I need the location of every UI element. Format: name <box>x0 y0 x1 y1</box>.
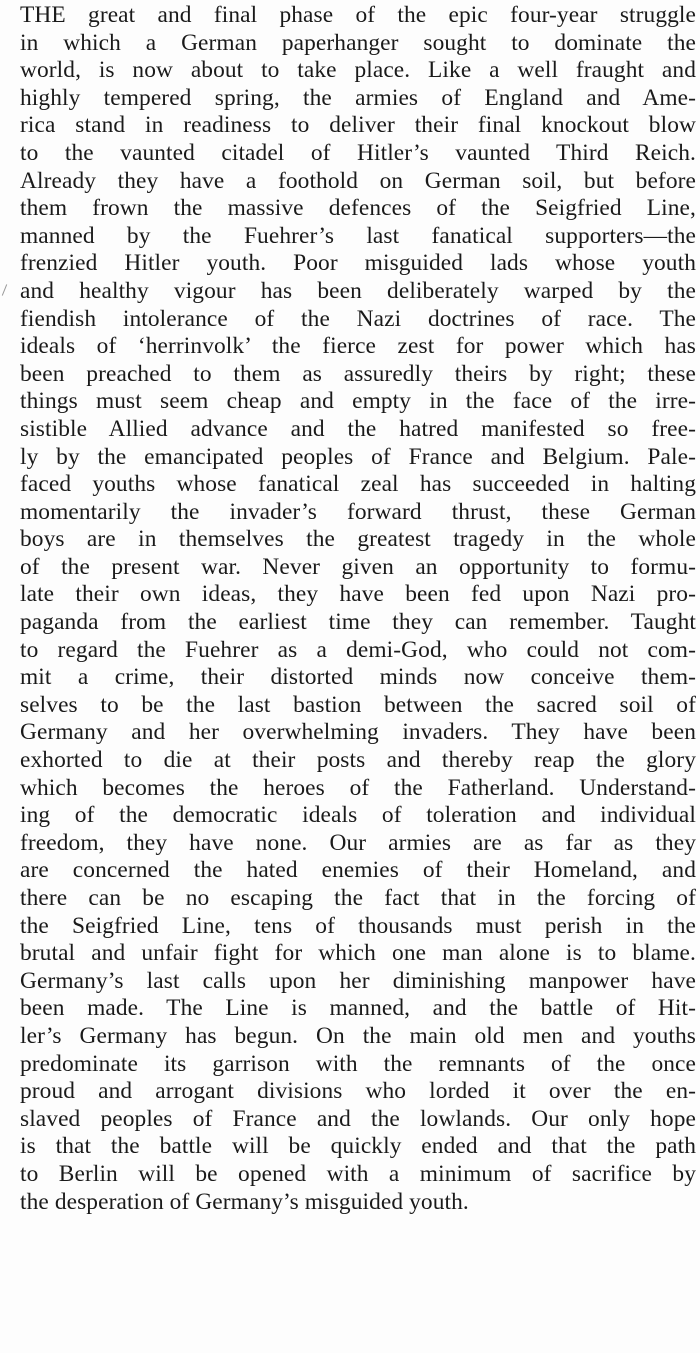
text-line: Germany’s last calls upon her diminishing manpower have <box>20 967 696 994</box>
text-line: world, is now about to take place. Like a well fraught and <box>20 57 696 84</box>
text-line: ly by the emancipated peoples of France and Belgium. Pale- <box>20 443 696 470</box>
text-line: proud and arrogant divisions who lorded it over the en- <box>20 1078 696 1105</box>
text-line: them frown the massive defences of the Seigfried Line, <box>20 195 696 222</box>
text-line: are concerned the hated enemies of their Homeland, and <box>20 857 696 884</box>
text-line: been made. The Line is manned, and the battle of Hit- <box>20 995 696 1022</box>
text-line: paganda from the earliest time they can remember. Taught <box>20 609 696 636</box>
text-line: Already they have a foothold on German soil, but before <box>20 167 696 194</box>
text-line: there can be no escaping the fact that in the forcing of <box>20 885 696 911</box>
text-line: ing of the democratic ideals of toleration and individual <box>20 802 696 829</box>
text-line: is that the battle will be quickly ended and that the path <box>20 1133 696 1160</box>
text-line: THE great and final phase of the epic four-year struggle <box>20 2 696 28</box>
stray-ink-mark <box>2 284 7 296</box>
text-line: fiendish intolerance of the Nazi doctrines of race. The <box>20 305 696 332</box>
text-line: to Berlin will be opened with a minimum of sacrifice by <box>20 1160 696 1187</box>
text-line: to the vaunted citadel of Hitler’s vaunted Third Reich. <box>20 139 696 166</box>
text-line: sistible Allied advance and the hatred manifested so free- <box>20 415 696 442</box>
text-line: ideals of ‘herrinvolk’ the fierce zest for power which has <box>20 333 696 360</box>
text-line: things must seem cheap and empty in the face of the irre- <box>20 388 696 415</box>
text-line: slaved peoples of France and the lowlands. Our only hope <box>20 1105 696 1132</box>
text-line: and healthy vigour has been deliberately warped by the <box>20 277 696 304</box>
text-line: brutal and unfair fight for which one man alone is to blame. <box>20 940 696 967</box>
text-line: freedom, they have none. Our armies are as far as they <box>20 829 696 856</box>
text-line: which becomes the heroes of the Fatherland. Understand- <box>20 774 696 801</box>
text-line: selves to be the last bastion between the sacred soil of <box>20 691 696 718</box>
text-line: the desperation of Germany’s misguided youth. <box>20 1188 469 1215</box>
text-line: manned by the Fuehrer’s last fanatical supporters—the <box>20 222 696 249</box>
text-line: exhorted to die at their posts and thereby reap the glory <box>20 747 696 774</box>
text-line: mit a crime, their distorted minds now conceive them- <box>20 664 696 691</box>
text-line: frenzied Hitler youth. Poor misguided lads whose youth <box>20 250 696 277</box>
text-line: ler’s Germany has begun. On the main old men and youths <box>20 1022 696 1049</box>
text-line: momentarily the invader’s forward thrust, these German <box>20 498 696 525</box>
text-line: late their own ideas, they have been fed upon Nazi pro- <box>20 581 696 608</box>
text-line: in which a German paperhanger sought to dominate the <box>20 29 696 56</box>
text-line: of the present war. Never given an opportunity to formu- <box>20 553 696 580</box>
text-line: predominate its garrison with the remnants of the once <box>20 1050 696 1077</box>
text-line: the Seigfried Line, tens of thousands must perish in the <box>20 912 696 939</box>
text-line: been preached to them as assuredly theirs by right; these <box>20 360 696 387</box>
text-line: faced youths whose fanatical zeal has succeeded in halting <box>20 471 696 498</box>
text-line: rica stand in readiness to deliver their final knockout blow <box>20 112 696 139</box>
text-line: highly tempered spring, the armies of England and Ame- <box>20 84 696 111</box>
text-line: Germany and her overwhelming invaders. They have been <box>20 719 696 746</box>
text-line: to regard the Fuehrer as a demi-God, who could not com- <box>20 636 696 663</box>
text-line: boys are in themselves the greatest tragedy in the whole <box>20 526 696 553</box>
article-body <box>20 2 696 1216</box>
